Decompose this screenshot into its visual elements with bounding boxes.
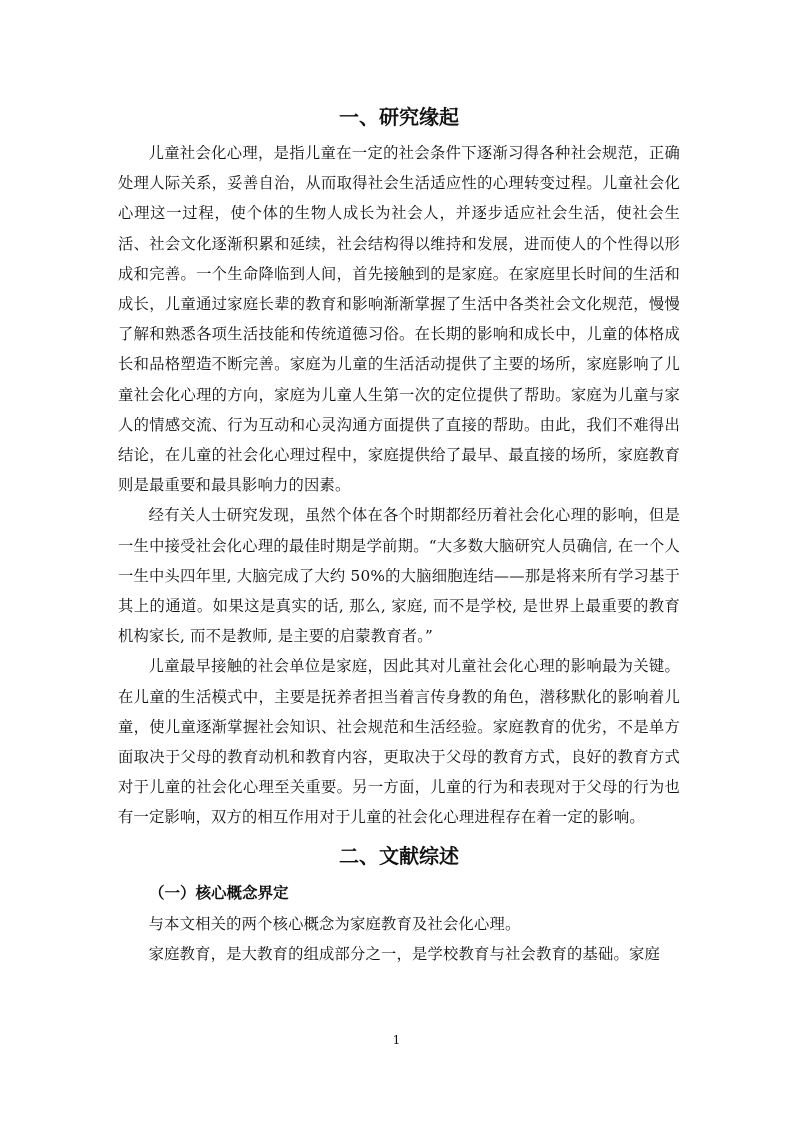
paragraph: 与本文相关的两个核心概念为家庭教育及社会化心理。 <box>148 914 521 933</box>
paragraph: 儿童社会化心理，是指儿童在一定的社会条件下逐渐习得各种社会规范，正确处理人际关系，妥善自治，从而取得社会生活适应性的心理转变过程。儿童社会化心理这一过程，使个体的生物人成长为社会人，并逐步适应社会生活，使社会生活、社会文化逐渐积累和延续，社会结构得以维持和发展，进而使人的个性得以形成和完善。一个生命降临到人间，首先接触到的是家庭。在家庭里长时间的生活和成长，儿童通过家庭长辈的教育和影响渐渐掌握了生活中各类社会文化规范，慢慢了解和熟悉各项生活技能和传统道德习俗。在长期的影响和成长中，儿童的体格成长和品格塑造不断完善。家庭为儿童的生活活动提供了主要的场所，家庭影响了儿童社会化心理的方向，家庭为儿童人生第一次的定位提供了帮助。家庭为儿童与家人的情感交流、行为互动和心灵沟通方面提供了直接的帮助。由此，我们不难得出结论，在儿童的社会化心理过程中，家庭提供给了最早、最直接的场所，家庭教育则是最重要和最具影响力的因素。 <box>118 144 680 495</box>
paragraph: 经有关人士研究发现，虽然个体在各个时期都经历着社会化心理的影响，但是一生中接受社会化心理的最佳时期是学前期。“大多数大脑研究人员确信, 在一个人一生中头四年里, 大脑完成了大约 50%的大脑细胞连结——那是将来所有学习基于其上的通道。如果这是真实的话, 那么, 家庭, 而不是学校, 是世界上最重要的教育机构家长, 而不是教师, 是主要的启蒙教育者。” <box>118 506 680 646</box>
page-content <box>118 100 680 969</box>
subheading-core-concepts: （一）核心概念界定 <box>149 883 289 902</box>
section-title-research-origin: 一、研究缘起 <box>339 105 459 129</box>
paragraph: 儿童最早接触的社会单位是家庭，因此其对儿童社会化心理的影响最为关键。在儿童的生活模式中，主要是抚养者担当着言传身教的角色，潜移默化的影响着儿童，使儿童逐渐掌握社会知识、社会规范和生活经验。家庭教育的优劣，不是单方面取决于父母的教育动机和教育内容，更取决于父母的教育方式，良好的教育方式对于儿童的社会化心理至关重要。另一方面，儿童的行为和表现对于父母的行为也有一定影响，双方的相互作用对于儿童的社会化心理进程存在着一定的影响。 <box>118 657 680 827</box>
section-title-literature-review: 二、文献综述 <box>339 843 459 868</box>
page-number: 1 <box>392 1033 401 1047</box>
paragraph: 家庭教育，是大教育的组成部分之一，是学校教育与社会教育的基础。家庭 <box>148 944 660 963</box>
